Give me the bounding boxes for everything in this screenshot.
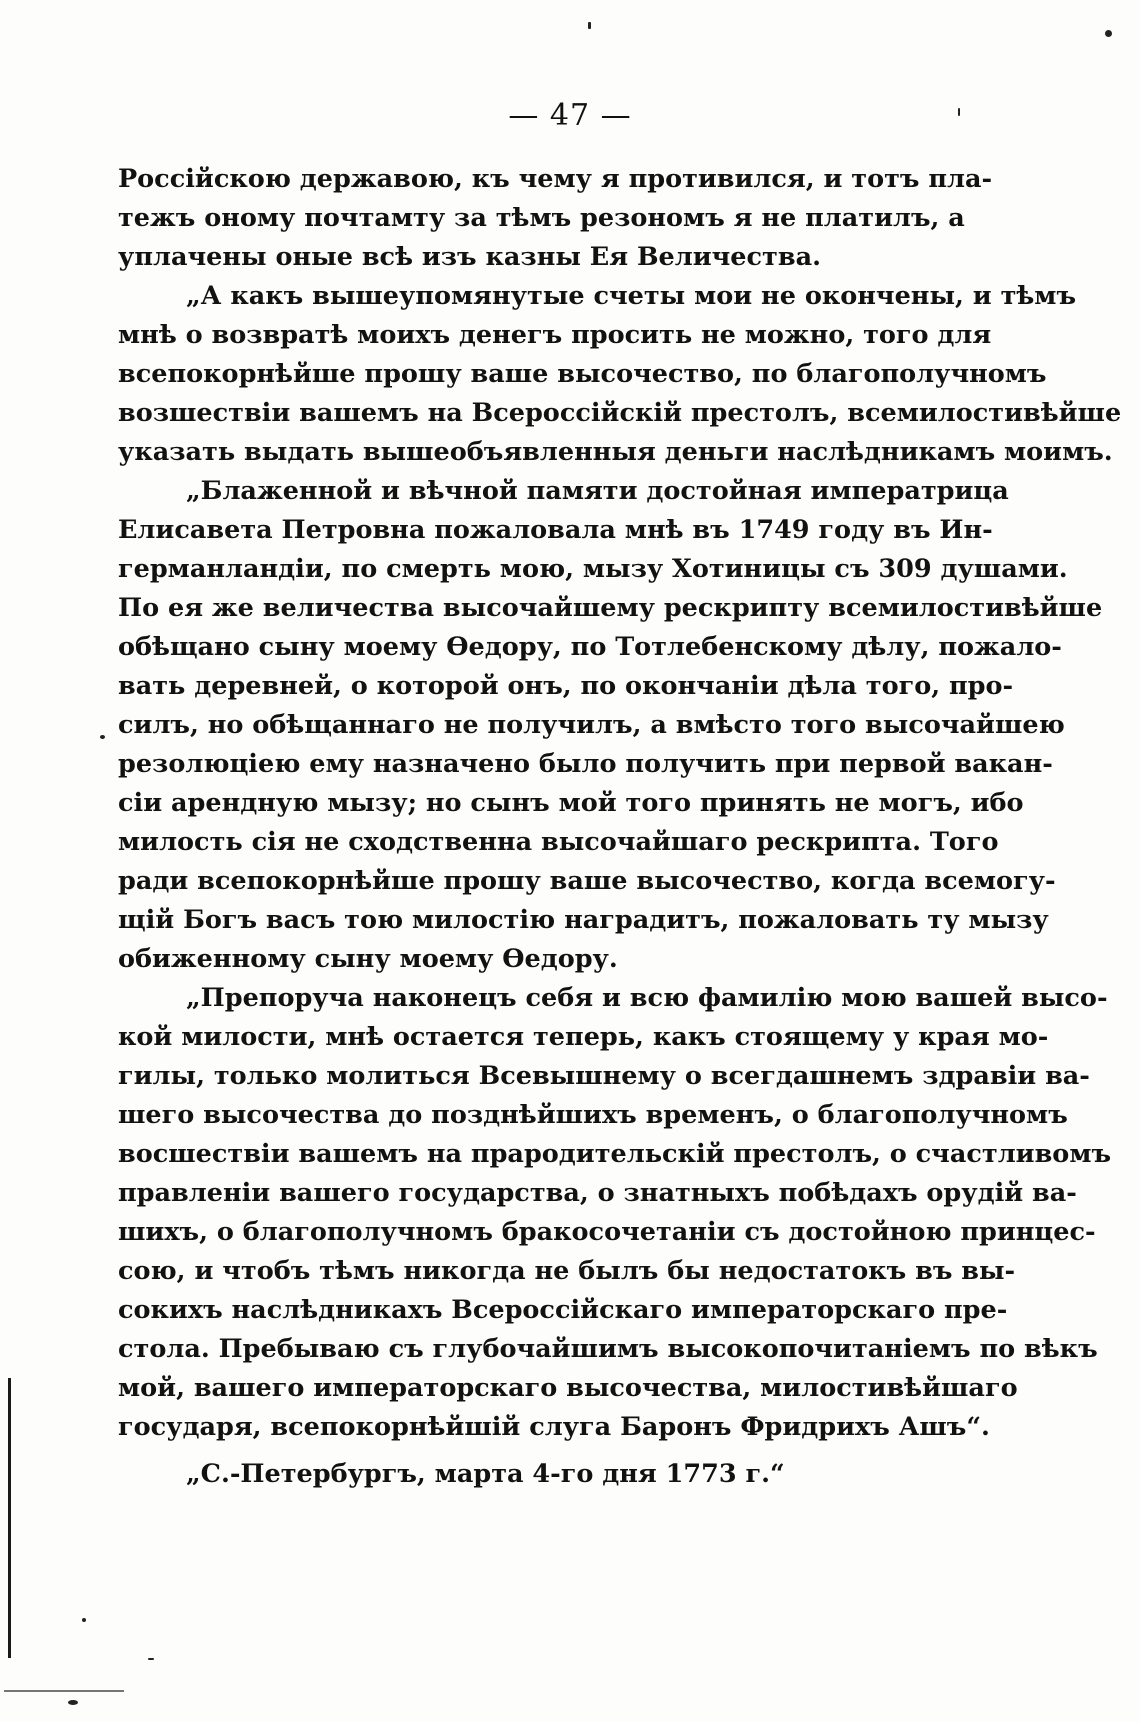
text-line: обиженному сыну моему Өедору.	[118, 944, 618, 974]
text-line: мой, вашего императорскаго высочества, милостивѣйшаго	[118, 1373, 1018, 1403]
text-line: стола. Пребываю съ глубочайшимъ высокопочитаніемъ по вѣкъ	[118, 1334, 1098, 1364]
text-line: Россійскою державою, къ чему я противился, и тотъ пла-	[118, 164, 993, 194]
text-line: возшествіи вашемъ на Всероссійскій престолъ, всемилостивѣйше	[118, 398, 1122, 428]
text-line: шего высочества до позднѣйшихъ временъ, о благополучномъ	[118, 1100, 1068, 1130]
text-line: „А какъ вышеупомянутые счеты мои не окончены, и тѣмъ	[186, 281, 1077, 311]
date-signature-line: „С.-Петербургъ, марта 4-го дня 1773 г.“	[186, 1459, 785, 1489]
page-edge-shadow	[8, 1378, 11, 1658]
text-line: милость сія не сходственна высочайшаго рескрипта. Того	[118, 827, 999, 857]
text-line: правленіи вашего государства, о знатныхъ побѣдахъ орудій ва-	[118, 1178, 1077, 1208]
text-line: „Блаженной и вѣчной памяти достойная императрица	[186, 476, 1009, 506]
text-line: Елисавета Петровна пожаловала мнѣ въ 1749 году въ Ин-	[118, 515, 993, 545]
text-line: силъ, но обѣщаннаго не получилъ, а вмѣсто того высочайшею	[118, 710, 1065, 740]
scan-speck	[1105, 30, 1112, 37]
text-line: гилы, только молиться Всевышнему о всегдашнемъ здравіи ва-	[118, 1061, 1090, 1091]
paragraph	[118, 277, 1122, 472]
text-line: тежъ оному почтамту за тѣмъ резономъ я не платилъ, а	[118, 203, 965, 233]
paragraph	[118, 472, 1103, 979]
text-line: мнѣ о возвратѣ моихъ денегъ просить не можно, того для	[118, 320, 992, 350]
text-line: указать выдать вышеобъявленныя деньги наслѣдникамъ моимъ.	[118, 437, 1113, 467]
text-line: германландіи, по смерть мою, мызу Хотиницы съ 309 душами.	[118, 554, 1068, 584]
text-line: обѣщано сыну моему Өедору, по Тотлебенскому дѣлу, пожало-	[118, 632, 1062, 662]
text-line: государя, всепокорнѣйшій слуга Баронъ Фридрихъ Ашъ“.	[118, 1412, 990, 1442]
paragraph	[118, 160, 993, 277]
scan-speck	[588, 22, 591, 29]
text-line: щій Богъ васъ тою милостію наградитъ, пожаловать ту мызу	[118, 905, 1049, 935]
scan-speck	[100, 735, 105, 739]
text-line: ради всепокорнѣйше прошу ваше высочество, когда всемогу-	[118, 866, 1056, 896]
text-line: резолюціею ему назначено было получить при первой вакан-	[118, 749, 1053, 779]
paragraph	[118, 979, 1112, 1447]
text-line: восшествіи вашемъ на прародительскій престолъ, о счастливомъ	[118, 1139, 1112, 1169]
text-line: вать деревней, о которой онъ, по окончаніи дѣла того, про-	[118, 671, 1014, 701]
text-line: По ея же величества высочайшему рескрипту всемилостивѣйше	[118, 593, 1103, 623]
text-line: кой милости, мнѣ остается теперь, какъ стоящему у края мо-	[118, 1022, 1049, 1052]
body-text	[118, 160, 1122, 1494]
scan-speck	[958, 108, 960, 116]
scan-speck	[82, 1618, 86, 1622]
text-line: сою, и чтобъ тѣмъ никогда не былъ бы недостатокъ въ вы-	[118, 1256, 1016, 1286]
text-line: сіи арендную мызу; но сынъ мой того принять не могъ, ибо	[118, 788, 1024, 818]
text-line: „Препоруча наконецъ себя и всю фамилію мою вашей высо-	[186, 983, 1108, 1013]
scan-speck	[68, 1700, 78, 1705]
page-edge-shadow	[4, 1690, 124, 1692]
text-line: всепокорнѣйше прошу ваше высочество, по благополучномъ	[118, 359, 1047, 389]
text-line: уплачены оные всѣ изъ казны Ея Величества.	[118, 242, 821, 272]
page-number: — 47 —	[508, 98, 632, 133]
scan-speck	[148, 1658, 154, 1660]
text-line: сокихъ наслѣдникахъ Всероссійскаго императорскаго пре-	[118, 1295, 1008, 1325]
text-line: шихъ, о благополучномъ бракосочетаніи съ достойною принцес-	[118, 1217, 1096, 1247]
